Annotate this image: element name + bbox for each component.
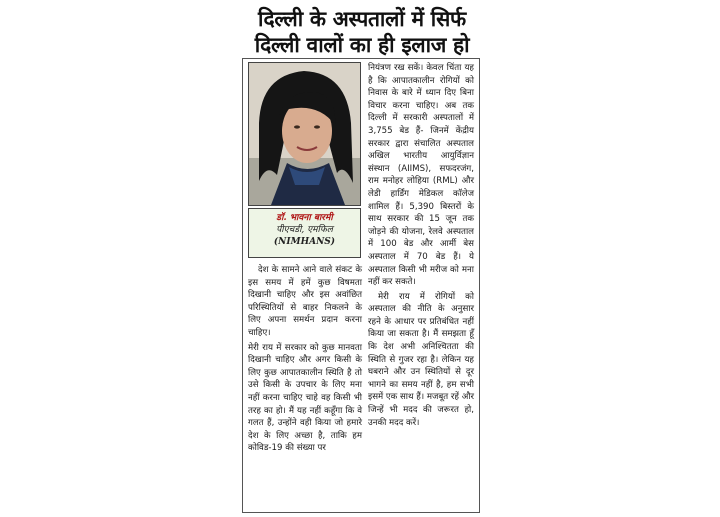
- author-portrait-image: [249, 63, 360, 205]
- article-headline: [228, 6, 496, 58]
- article-body-left-column: [248, 264, 362, 455]
- author-name: डॉ. भावना बारमी: [276, 213, 333, 223]
- body-paragraph: मेरी राय में सरकार को कुछ मानवता दिखानी चाहिए और अगर किसी के लिए कुछ आपातकालीन स्थिति है तो उसे किसी के उपचार के लिए मना नहीं करना चाहिए चाहे वह किसी भी तरह का हो। मैं यह नहीं कहूँगा कि वे गलत हैं, उन्होंने वही किया जो हमारे देश के लिए अच्छा है, ताकि हम कोविड-19 की संख्या पर: [248, 342, 362, 454]
- body-paragraph: मेरी राय में रोगियों को अस्पताल की नीति के अनुसार रहने के आधार पर प्रतिबंधित नहीं किया जा सकता है। मैं समझता हूँ कि देश अभी अनिश्चितता की स्थिति से गुजर रहा है। लेकिन यह घबराने और उन स्थितियों से दूर भागने का समय नहीं है, हम सभी इसमें एक साथ हैं। मजबूत रहें और जिन्हें भी मदद की जरूरत हो, उनकी मदद करें।: [368, 291, 474, 428]
- author-caption: [248, 208, 361, 258]
- article-body-right-column: [368, 62, 474, 429]
- author-photo: [248, 62, 361, 206]
- headline-line-1: दिल्ली के अस्पतालों में सिर्फ: [258, 7, 466, 31]
- body-paragraph: नियंत्रण रख सकें। केवल चिंता यह है कि आपातकालीन रोगियों को निवास के बारे में ध्यान दिए बिना विचार करना चाहिए। अब तक दिल्ली में सरकारी अस्पतालों में 3,755 बेड हैं- जिनमें केंद्रीय सरकार द्वारा संचालित अस्पताल अखिल भारतीय आयुर्विज्ञान संस्थान (AIIMS), सफदरजंग, राम मनोहर लोहिया (RML) और लेडी हार्डिंग मेडिकल कॉलेज शामिल हैं। 5,390 बिस्तरों के साथ सरकार की 15 जून तक जोड़ने की योजना, रेलवे अस्पताल में 100 बेड और आर्मी बेस अस्पताल में 70 बेड हैं। ये अस्पताल किसी भी मरीज को मना नहीं कर सकते।: [368, 63, 474, 288]
- headline-line-2: दिल्ली वालों का ही इलाज हो: [254, 33, 470, 57]
- author-institute: (NIMHANS): [273, 237, 336, 247]
- body-paragraph: देश के सामने आने वाले संकट के इस समय में हमें कुछ विषमता दिखानी चाहिए और इस अवांछित परिस्थितियों से बाहर निकलने के लिए अपना समर्थन प्रदान करना चाहिए।: [248, 265, 362, 338]
- author-degree: पीएचडी, एमफिल: [276, 225, 333, 235]
